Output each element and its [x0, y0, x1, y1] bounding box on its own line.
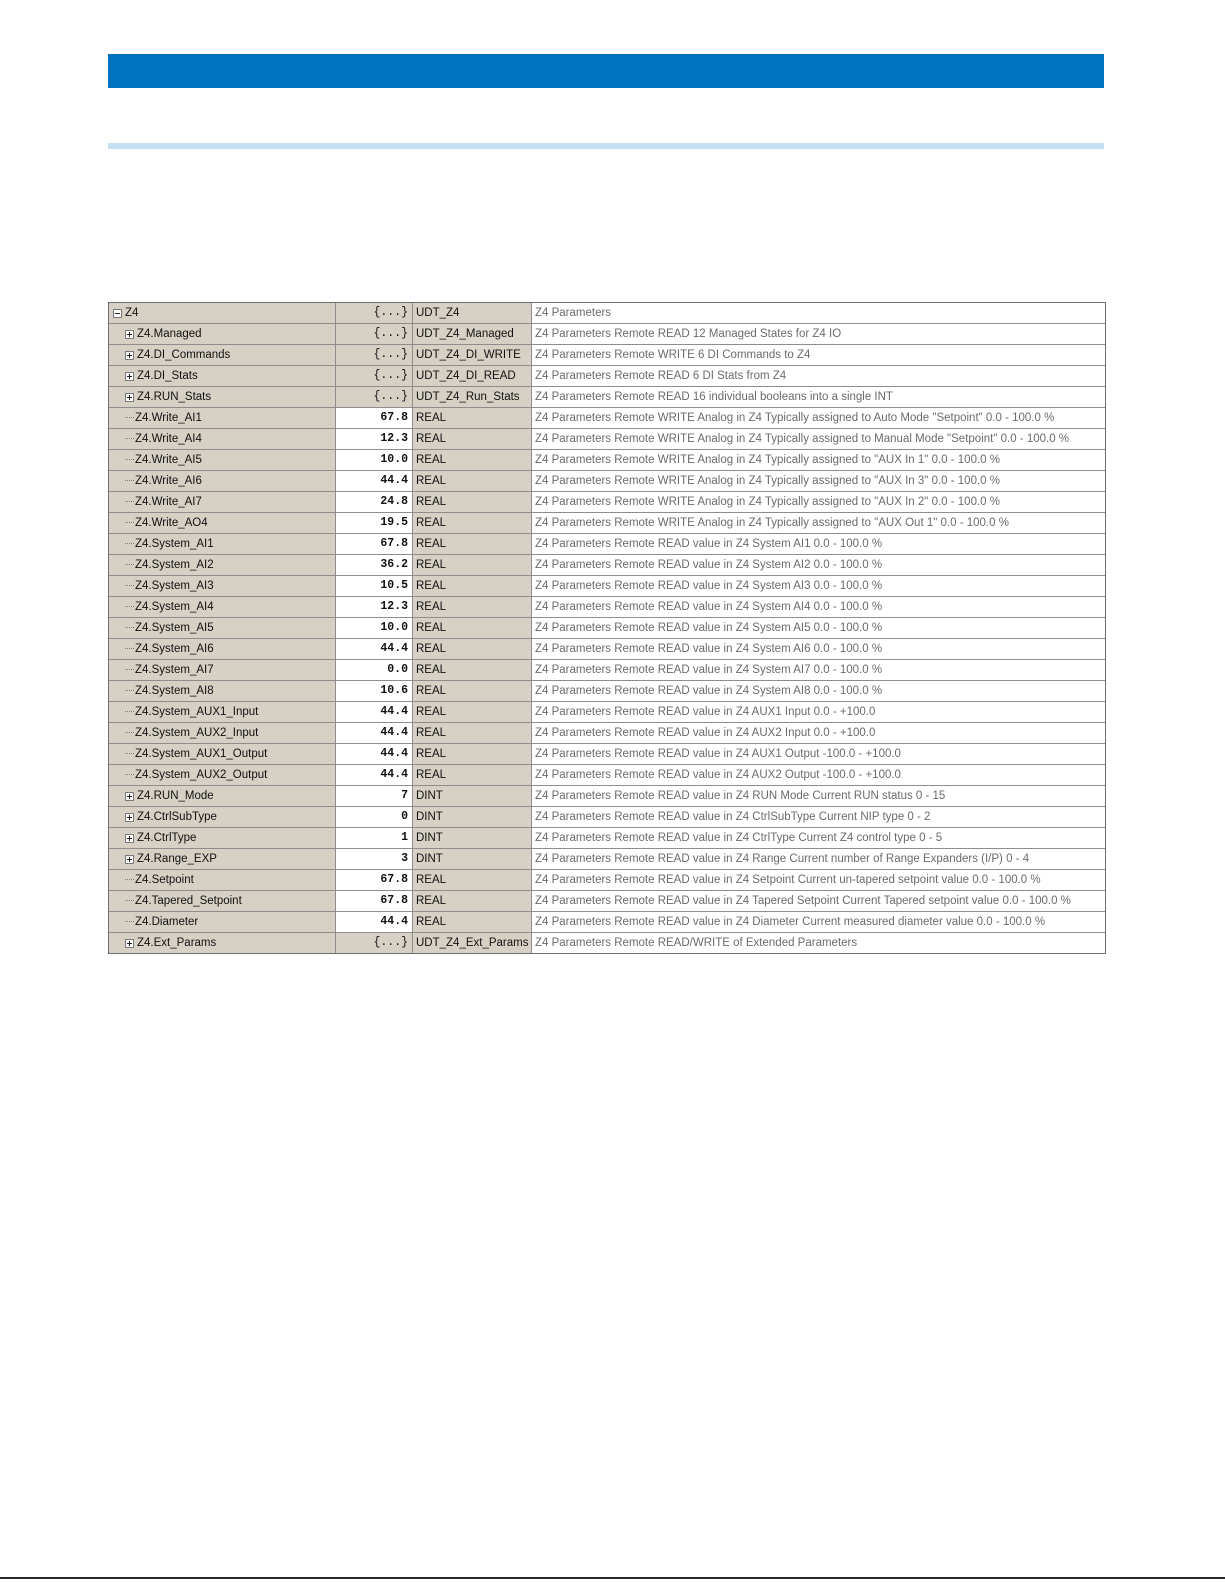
- tag-description: Z4 Parameters Remote READ value in Z4 Range Current number of Range Expanders (I/P) 0 - 4: [532, 849, 1105, 869]
- tag-name: Z4: [125, 307, 139, 319]
- tree-branch-line: [125, 522, 134, 524]
- tree-branch-line: [125, 585, 134, 587]
- tag-data-type: UDT_Z4_DI_WRITE: [413, 345, 532, 365]
- tag-value: {...}: [336, 324, 413, 344]
- tag-value[interactable]: 3: [336, 849, 413, 869]
- tag-data-type: REAL: [413, 429, 532, 449]
- table-row[interactable]: [109, 912, 1105, 933]
- tag-data-type: REAL: [413, 492, 532, 512]
- tag-name: Z4.System_AI4: [135, 601, 214, 613]
- tree-branch-line: [125, 459, 134, 461]
- tag-name: Z4.Setpoint: [135, 874, 194, 886]
- tag-name-cell: [109, 450, 336, 470]
- tag-name: Z4.Write_AI4: [135, 433, 202, 445]
- tag-name-cell: [109, 387, 336, 407]
- tag-value[interactable]: 12.3: [336, 429, 413, 449]
- tag-name-cell: [109, 807, 336, 827]
- tag-description: Z4 Parameters Remote READ/WRITE of Extended Parameters: [532, 933, 1105, 953]
- tag-name-cell: [109, 513, 336, 533]
- table-row[interactable]: [109, 429, 1105, 450]
- expand-icon[interactable]: [125, 834, 134, 843]
- tag-data-type: REAL: [413, 702, 532, 722]
- tag-data-type: UDT_Z4: [413, 303, 532, 323]
- tag-name-cell: [109, 933, 336, 953]
- tag-value[interactable]: 44.4: [336, 723, 413, 743]
- tag-value[interactable]: 1: [336, 828, 413, 848]
- table-row[interactable]: [109, 744, 1105, 765]
- tag-value[interactable]: 0: [336, 807, 413, 827]
- table-row[interactable]: [109, 849, 1105, 870]
- tag-name: Z4.Write_AO4: [135, 517, 208, 529]
- tag-value[interactable]: 44.4: [336, 765, 413, 785]
- tag-name: Z4.System_AI3: [135, 580, 214, 592]
- expand-icon[interactable]: [125, 372, 134, 381]
- tag-value[interactable]: 44.4: [336, 702, 413, 722]
- tag-name: Z4.Managed: [137, 328, 202, 340]
- tag-name-cell: [109, 408, 336, 428]
- table-row[interactable]: [109, 471, 1105, 492]
- table-row[interactable]: [109, 828, 1105, 849]
- tag-description: Z4 Parameters Remote READ value in Z4 AUX1 Output -100.0 - +100.0: [532, 744, 1105, 764]
- tag-value: {...}: [336, 345, 413, 365]
- tag-name: Z4.DI_Stats: [137, 370, 198, 382]
- tag-description: Z4 Parameters Remote WRITE Analog in Z4 Typically assigned to "AUX In 1" 0.0 - 100.0 %: [532, 450, 1105, 470]
- tag-name-cell: [109, 324, 336, 344]
- table-row[interactable]: [109, 660, 1105, 681]
- tag-name-cell: [109, 891, 336, 911]
- table-row[interactable]: [109, 576, 1105, 597]
- table-row[interactable]: [109, 366, 1105, 387]
- tag-value[interactable]: 44.4: [336, 471, 413, 491]
- tree-branch-line: [125, 480, 134, 482]
- tag-description: Z4 Parameters Remote READ value in Z4 System AI4 0.0 - 100.0 %: [532, 597, 1105, 617]
- tag-data-type: REAL: [413, 891, 532, 911]
- tree-branch-line: [125, 900, 134, 902]
- footer-rule: [0, 1577, 1225, 1579]
- tag-data-type: UDT_Z4_Run_Stats: [413, 387, 532, 407]
- table-row[interactable]: [109, 513, 1105, 534]
- tag-value: {...}: [336, 387, 413, 407]
- tag-name-cell: [109, 534, 336, 554]
- tag-data-type: REAL: [413, 408, 532, 428]
- tag-name: Z4.CtrlType: [137, 832, 197, 844]
- table-row[interactable]: [109, 597, 1105, 618]
- tree-branch-line: [125, 732, 134, 734]
- tag-name-cell: [109, 492, 336, 512]
- table-row[interactable]: [109, 345, 1105, 366]
- tag-name: Z4.Range_EXP: [137, 853, 217, 865]
- tag-value[interactable]: 0.0: [336, 660, 413, 680]
- tag-data-type: UDT_Z4_Ext_Params: [413, 933, 532, 953]
- tag-data-type: UDT_Z4_DI_READ: [413, 366, 532, 386]
- table-row[interactable]: [109, 639, 1105, 660]
- tag-description: Z4 Parameters Remote READ value in Z4 AUX2 Output -100.0 - +100.0: [532, 765, 1105, 785]
- tag-name: Z4.System_AI2: [135, 559, 214, 571]
- tree-branch-line: [125, 648, 134, 650]
- tag-name: Z4.Ext_Params: [137, 937, 217, 949]
- tag-description: Z4 Parameters Remote READ value in Z4 System AI1 0.0 - 100.0 %: [532, 534, 1105, 554]
- tag-value[interactable]: 67.8: [336, 408, 413, 428]
- tag-data-type: REAL: [413, 744, 532, 764]
- tag-name-cell: [109, 303, 336, 323]
- tag-description: Z4 Parameters Remote READ value in Z4 Tapered Setpoint Current Tapered setpoint value 0.0 - 100.0 %: [532, 891, 1105, 911]
- tree-branch-line: [125, 564, 134, 566]
- tag-data-type: REAL: [413, 660, 532, 680]
- table-row[interactable]: [109, 891, 1105, 912]
- tag-value[interactable]: 19.5: [336, 513, 413, 533]
- tag-data-type: REAL: [413, 597, 532, 617]
- tag-data-type: REAL: [413, 870, 532, 890]
- tag-name-cell: [109, 870, 336, 890]
- tag-description: Z4 Parameters Remote WRITE Analog in Z4 Typically assigned to "AUX In 2" 0.0 - 100.0 %: [532, 492, 1105, 512]
- tag-name: Z4.System_AI1: [135, 538, 214, 550]
- tag-description: Z4 Parameters Remote WRITE Analog in Z4 Typically assigned to Manual Mode "Setpoint" 0.0 - 100.0 %: [532, 429, 1105, 449]
- tag-name: Z4.System_AI5: [135, 622, 214, 634]
- tag-name: Z4.DI_Commands: [137, 349, 231, 361]
- tag-data-type: REAL: [413, 765, 532, 785]
- tag-description: Z4 Parameters Remote READ value in Z4 AUX2 Input 0.0 - +100.0: [532, 723, 1105, 743]
- tree-branch-line: [125, 690, 134, 692]
- tag-data-type: DINT: [413, 786, 532, 806]
- table-row[interactable]: [109, 555, 1105, 576]
- table-row[interactable]: [109, 324, 1105, 345]
- tag-name-cell: [109, 912, 336, 932]
- table-row[interactable]: [109, 618, 1105, 639]
- tag-name: Z4.Write_AI5: [135, 454, 202, 466]
- tag-name-cell: [109, 660, 336, 680]
- tag-name-cell: [109, 681, 336, 701]
- tree-branch-line: [125, 417, 134, 419]
- tag-data-type: REAL: [413, 639, 532, 659]
- expand-icon[interactable]: [125, 792, 134, 801]
- table-row[interactable]: [109, 702, 1105, 723]
- table-row[interactable]: [109, 723, 1105, 744]
- header-rule: [108, 143, 1104, 149]
- tag-name-cell: [109, 366, 336, 386]
- tag-description: Z4 Parameters Remote READ value in Z4 Setpoint Current un-tapered setpoint value 0.0 - 100.0 %: [532, 870, 1105, 890]
- tag-value[interactable]: 44.4: [336, 912, 413, 932]
- expand-icon[interactable]: [125, 351, 134, 360]
- tree-branch-line: [125, 753, 134, 755]
- table-row[interactable]: [109, 870, 1105, 891]
- tag-name-cell: [109, 828, 336, 848]
- tag-value[interactable]: 44.4: [336, 639, 413, 659]
- tag-name: Z4.System_AUX2_Input: [135, 727, 259, 739]
- tag-name-cell: [109, 723, 336, 743]
- tag-name: Z4.RUN_Mode: [137, 790, 214, 802]
- tag-value[interactable]: 67.8: [336, 534, 413, 554]
- table-row[interactable]: [109, 807, 1105, 828]
- tag-data-type: REAL: [413, 534, 532, 554]
- tag-name-cell: [109, 618, 336, 638]
- tag-name-cell: [109, 597, 336, 617]
- header-bar: [108, 54, 1104, 88]
- tag-value: {...}: [336, 303, 413, 323]
- tag-description: Z4 Parameters Remote READ 6 DI Stats from Z4: [532, 366, 1105, 386]
- tag-description: Z4 Parameters Remote READ value in Z4 CtrlSubType Current NIP type 0 - 2: [532, 807, 1105, 827]
- tag-name: Z4.RUN_Stats: [137, 391, 212, 403]
- tag-value[interactable]: 10.5: [336, 576, 413, 596]
- expand-icon[interactable]: [125, 813, 134, 822]
- expand-icon[interactable]: [125, 393, 134, 402]
- tag-description: Z4 Parameters Remote READ value in Z4 AUX1 Input 0.0 - +100.0: [532, 702, 1105, 722]
- tree-branch-line: [125, 669, 134, 671]
- tag-table: [108, 302, 1106, 954]
- table-row[interactable]: [109, 534, 1105, 555]
- table-row[interactable]: [109, 492, 1105, 513]
- tag-name-cell: [109, 576, 336, 596]
- tag-name: Z4.Write_AI1: [135, 412, 202, 424]
- tag-data-type: REAL: [413, 471, 532, 491]
- tag-description: Z4 Parameters Remote READ value in Z4 RUN Mode Current RUN status 0 - 15: [532, 786, 1105, 806]
- tag-data-type: REAL: [413, 450, 532, 470]
- tag-value[interactable]: 44.4: [336, 744, 413, 764]
- tree-branch-line: [125, 627, 134, 629]
- tag-name-cell: [109, 744, 336, 764]
- tag-name-cell: [109, 765, 336, 785]
- table-row[interactable]: [109, 387, 1105, 408]
- tag-data-type: REAL: [413, 513, 532, 533]
- tag-value[interactable]: 67.8: [336, 891, 413, 911]
- tag-description: Z4 Parameters Remote READ value in Z4 System AI6 0.0 - 100.0 %: [532, 639, 1105, 659]
- tag-name-cell: [109, 555, 336, 575]
- tag-name: Z4.Write_AI7: [135, 496, 202, 508]
- table-row[interactable]: [109, 681, 1105, 702]
- tree-branch-line: [125, 921, 134, 923]
- tag-description: Z4 Parameters Remote WRITE Analog in Z4 Typically assigned to "AUX Out 1" 0.0 - 100.0 %: [532, 513, 1105, 533]
- expand-icon[interactable]: [125, 330, 134, 339]
- tag-description: Z4 Parameters Remote READ 16 individual booleans into a single INT: [532, 387, 1105, 407]
- tag-value[interactable]: 7: [336, 786, 413, 806]
- tag-value[interactable]: 10.0: [336, 450, 413, 470]
- tag-name: Z4.CtrlSubType: [137, 811, 217, 823]
- tag-name: Z4.Diameter: [135, 916, 199, 928]
- tag-name: Z4.System_AUX1_Input: [135, 706, 259, 718]
- tag-data-type: DINT: [413, 828, 532, 848]
- tag-data-type: UDT_Z4_Managed: [413, 324, 532, 344]
- tree-branch-line: [125, 711, 134, 713]
- tag-value[interactable]: 67.8: [336, 870, 413, 890]
- tag-data-type: REAL: [413, 576, 532, 596]
- tag-description: Z4 Parameters Remote READ value in Z4 System AI3 0.0 - 100.0 %: [532, 576, 1105, 596]
- tag-name: Z4.Tapered_Setpoint: [135, 895, 242, 907]
- tag-description: Z4 Parameters Remote WRITE Analog in Z4 Typically assigned to Auto Mode "Setpoint" 0.0 - 100.0 %: [532, 408, 1105, 428]
- tag-description: Z4 Parameters Remote WRITE 6 DI Commands to Z4: [532, 345, 1105, 365]
- tag-data-type: REAL: [413, 723, 532, 743]
- tag-name: Z4.System_AI8: [135, 685, 214, 697]
- tag-name: Z4.System_AI7: [135, 664, 214, 676]
- table-row[interactable]: [109, 450, 1105, 471]
- table-row[interactable]: [109, 765, 1105, 786]
- expand-icon[interactable]: [125, 939, 134, 948]
- tag-name-cell: [109, 345, 336, 365]
- tag-description: Z4 Parameters Remote READ value in Z4 CtrlType Current Z4 control type 0 - 5: [532, 828, 1105, 848]
- tag-value[interactable]: 10.6: [336, 681, 413, 701]
- collapse-icon[interactable]: [113, 309, 122, 318]
- tag-name-cell: [109, 786, 336, 806]
- tag-value[interactable]: 36.2: [336, 555, 413, 575]
- tag-data-type: REAL: [413, 555, 532, 575]
- tag-description: Z4 Parameters Remote WRITE Analog in Z4 Typically assigned to "AUX In 3" 0.0 - 100.0 %: [532, 471, 1105, 491]
- tag-description: Z4 Parameters Remote READ value in Z4 Diameter Current measured diameter value 0.0 - 100.0 %: [532, 912, 1105, 932]
- tag-data-type: DINT: [413, 849, 532, 869]
- tag-value[interactable]: 10.0: [336, 618, 413, 638]
- tag-name-cell: [109, 702, 336, 722]
- tag-data-type: REAL: [413, 618, 532, 638]
- tree-branch-line: [125, 774, 134, 776]
- tag-value[interactable]: 12.3: [336, 597, 413, 617]
- tag-name: Z4.Write_AI6: [135, 475, 202, 487]
- table-row[interactable]: [109, 786, 1105, 807]
- tag-description: Z4 Parameters Remote READ value in Z4 System AI7 0.0 - 100.0 %: [532, 660, 1105, 680]
- tag-name-cell: [109, 639, 336, 659]
- tag-name: Z4.System_AUX1_Output: [135, 748, 268, 760]
- tag-name-cell: [109, 471, 336, 491]
- tag-description: Z4 Parameters Remote READ value in Z4 System AI2 0.0 - 100.0 %: [532, 555, 1105, 575]
- tag-name-cell: [109, 849, 336, 869]
- tree-branch-line: [125, 501, 134, 503]
- tree-branch-line: [125, 606, 134, 608]
- table-row[interactable]: [109, 408, 1105, 429]
- tag-value[interactable]: 24.8: [336, 492, 413, 512]
- tag-name: Z4.System_AI6: [135, 643, 214, 655]
- tag-description: Z4 Parameters Remote READ value in Z4 System AI8 0.0 - 100.0 %: [532, 681, 1105, 701]
- tree-branch-line: [125, 879, 134, 881]
- tag-description: Z4 Parameters Remote READ value in Z4 System AI5 0.0 - 100.0 %: [532, 618, 1105, 638]
- tree-branch-line: [125, 543, 134, 545]
- tag-description: Z4 Parameters Remote READ 12 Managed States for Z4 IO: [532, 324, 1105, 344]
- tag-name-cell: [109, 429, 336, 449]
- tag-description: Z4 Parameters: [532, 303, 1105, 323]
- tag-data-type: DINT: [413, 807, 532, 827]
- tag-name: Z4.System_AUX2_Output: [135, 769, 268, 781]
- tag-value: {...}: [336, 366, 413, 386]
- tag-data-type: REAL: [413, 681, 532, 701]
- tree-branch-line: [125, 438, 134, 440]
- tag-value: {...}: [336, 933, 413, 953]
- table-row[interactable]: [109, 933, 1105, 954]
- table-row[interactable]: [109, 303, 1105, 324]
- expand-icon[interactable]: [125, 855, 134, 864]
- tag-data-type: REAL: [413, 912, 532, 932]
